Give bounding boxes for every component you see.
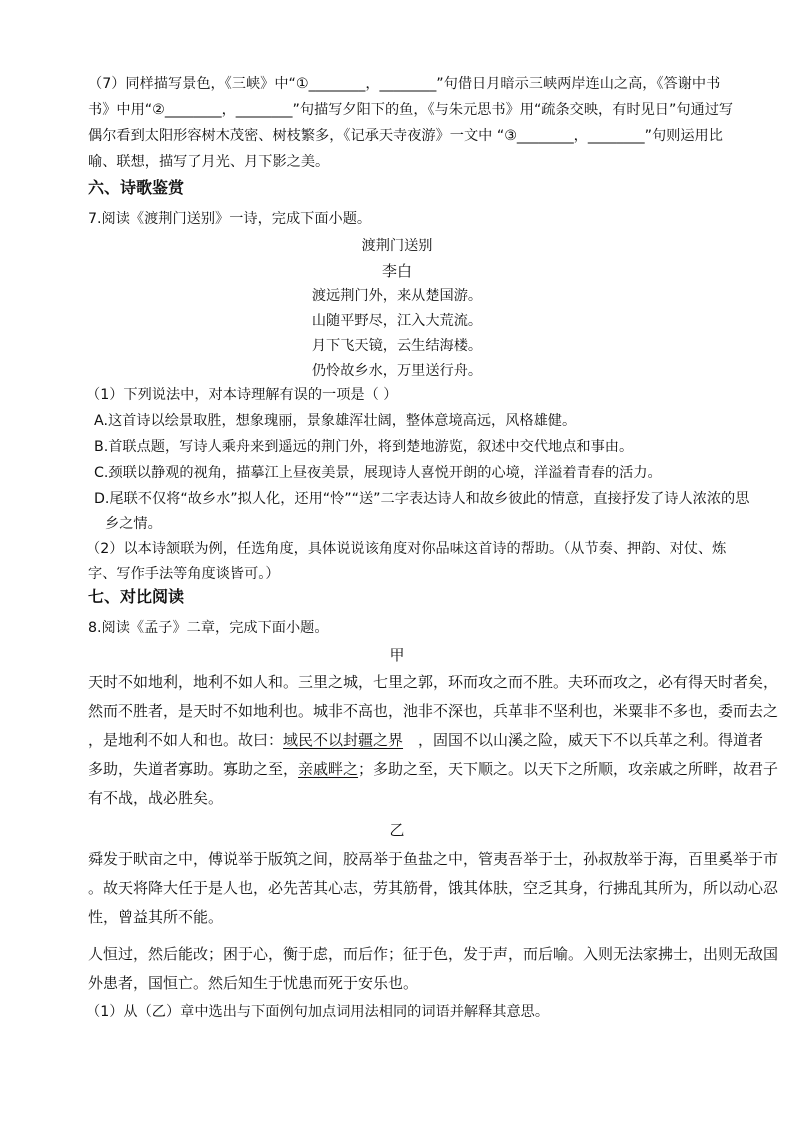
passage-jia-text: ；多助之至，天下顺之。以天下之所顺，攻亲戚之所畔，故君子	[358, 760, 779, 778]
q8-sub1-prompt: （1）从（乙）章中选出与下面例句加点词用法相同的词语并解释其意思。	[86, 1004, 550, 1020]
passage-yi-line: 舜发于畎亩之中，傅说举于版筑之间，胶鬲举于鱼盐之中，管夷吾举于士，孙叔敖举于海，百里奚举于市	[88, 850, 779, 868]
q7-fill-line-3: 偶尔看到太阳形容树木茂密、树枝繁多，《记承天寺夜游》一文中 “③________，________”句则运用比	[88, 128, 723, 144]
passage-jia-line	[88, 726, 764, 755]
option-c: C.颈联以静观的视角，描摹江上昼夜美景，展现诗人喜悦开朗的心境，洋溢着青春的活力。	[94, 465, 662, 481]
question-8-prompt: 8.阅读《孟子》二章，完成下面小题。	[88, 620, 329, 636]
passage-jia-line: 天时不如地利，地利不如人和。三里之城，七里之郭，环而攻之而不胜。夫环而攻之，必有得天时者矣，	[88, 673, 779, 691]
underlined-phrase: 域民不以封疆之界	[283, 731, 404, 749]
q7-fill-line-4: 喻、联想，描写了月光、月下影之美。	[88, 154, 330, 170]
passage-yi-line: 。故天将降大任于是人也，必先苦其心志，劳其筋骨，饿其体肤，空乏其身，行拂乱其所为，所以动心忍	[88, 879, 779, 897]
passage-jia-text: ，固国不以山溪之险，威天下不以兵革之利。得道者	[403, 731, 764, 749]
poem-line: 渡远荆门外，来从楚国游。	[311, 288, 483, 304]
poem-line: 仍怜故乡水，万里送行舟。	[311, 363, 483, 379]
option-b: B.首联点题，写诗人乘舟来到遥远的荆门外，将到楚地游览，叙述中交代地点和事由。	[94, 439, 634, 455]
section-7-title: 七、对比阅读	[88, 587, 185, 606]
poem-author: 李白	[381, 262, 412, 280]
underlined-phrase: 亲戚畔之	[298, 760, 359, 778]
passage-jia-line	[88, 755, 779, 784]
option-d: D.尾联不仅将“故乡水”拟人化，还用“怜”“送”二字表达诗人和故乡彼此的情意，直接抒发了诗人浓浓的思	[94, 491, 750, 507]
question-7-prompt: 7.阅读《渡荆门送别》一诗，完成下面小题。	[88, 211, 372, 227]
poem-line: 月下飞天镜，云生结海楼。	[311, 338, 483, 354]
passage-yi-line: 外患者，国恒亡。然后知生于忧患而死于安乐也。	[88, 974, 419, 992]
q7-sub2-prompt-continued: 字、写作手法等角度谈皆可。）	[88, 566, 280, 582]
section-6-title: 六、诗歌鉴赏	[88, 178, 185, 197]
q7-sub1-prompt: （1）下列说法中，对本诗理解有误的一项是（ ）	[86, 387, 398, 403]
passage-yi-line: 人恒过，然后能改；困于心，衡于虑，而后作；征于色，发于声，而后喻。入则无法家拂士，出则无敌国	[88, 945, 779, 963]
passage-yi-label: 乙	[389, 821, 405, 839]
q7-fill-line-1: （7）同样描写景色，《三峡》中“①________，________”句借日月暗示三峡两岸连山之高，《答谢中书	[88, 76, 721, 92]
passage-jia-line: 然而不胜者，是天时不如地利也。城非不高也，池非不深也，兵革非不坚利也，米粟非不多也，委而去之	[88, 702, 779, 720]
option-d-continued: 乡之情。	[105, 516, 162, 532]
passage-jia-text: 多助，失道者寡助。寡助之至，	[88, 760, 299, 778]
passage-jia-line: 有不战，战必胜矣。	[88, 789, 224, 807]
passage-yi-line: 性，曾益其所不能。	[88, 908, 224, 926]
passage-jia-text: ，是地利不如人和也。故曰：	[88, 731, 284, 749]
poem-line: 山随平野尽，江入大荒流。	[311, 313, 483, 329]
option-a: A.这首诗以绘景取胜，想象瑰丽，景象雄浑壮阔，整体意境高远，风格雄健。	[94, 413, 577, 429]
poem-title: 渡荆门送别	[361, 238, 433, 254]
q7-sub2-prompt: （2）以本诗颔联为例，任选角度，具体说说该角度对你品味这首诗的帮助。（从节奏、押韵、对仗、炼	[86, 541, 727, 557]
q7-fill-line-2: 书》中用“②________，________”句描写夕阳下的鱼，《与朱元思书》用“疏条交映，有时见日”句通过写	[88, 102, 734, 118]
passage-jia-label: 甲	[389, 646, 405, 664]
